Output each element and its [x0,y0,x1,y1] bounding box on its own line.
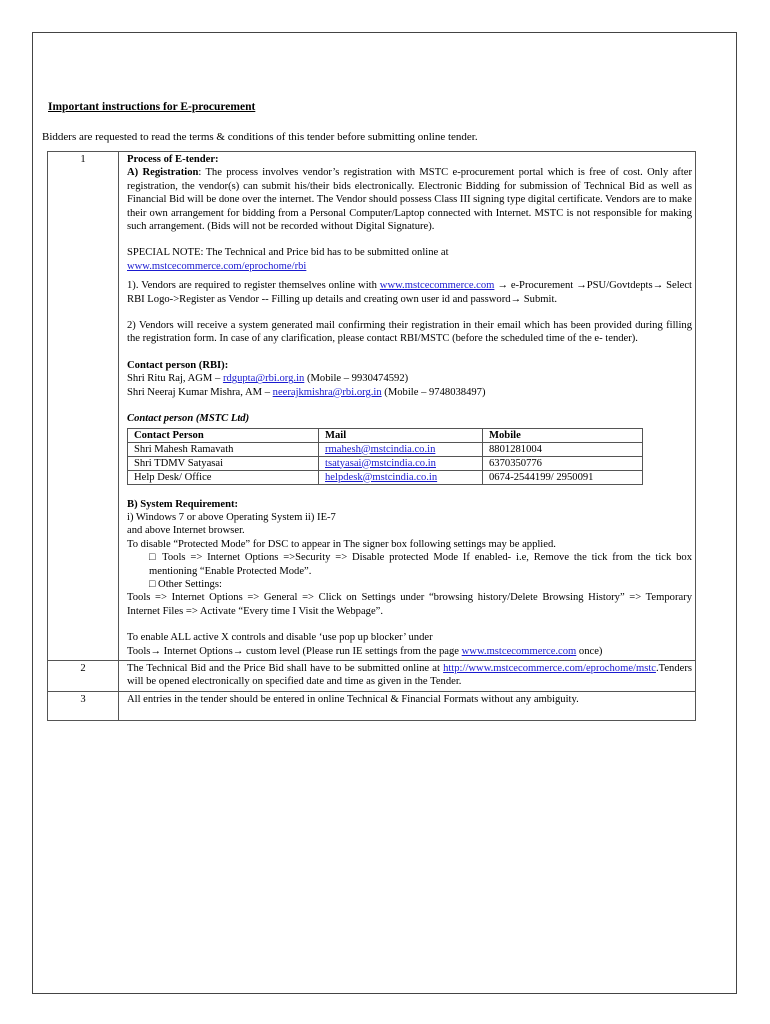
system-requirement-line: To disable “Protected Mode” for DSC to appear in The signer box following settings may be applied. [127,538,556,550]
ie-settings-link[interactable]: www.mstcecommerce.com [461,645,577,657]
contact-mobile: 0674-2544199/ 2950091 [483,470,643,484]
submission-text-b: .Tenders will be opened electronically on specified date and time as given in the Tender. [127,662,692,688]
table-row [128,442,643,456]
contact-mstc-title: Contact person (MSTC Ltd) [127,413,250,425]
special-note-text: SPECIAL NOTE: The Technical and Price bid has to be submitted online at [127,247,449,259]
ie-settings-text-end: once) [576,645,603,657]
column-header: Mobile [483,428,643,442]
contact-rbi-title: Contact person (RBI): [127,359,229,371]
row-content [119,152,696,661]
system-requirement-line: and above Internet browser. [127,525,245,537]
rbi-contact-2 [127,386,692,399]
rbi-contact-1-mobile: (Mobile – 9930474592) [304,373,409,385]
system-requirement-title: B) System Requirement: [127,498,239,510]
system-requirement-line: □ Other Settings: [149,578,222,590]
contact-mobile: 6370350776 [483,456,643,470]
system-requirement-line: To enable ALL active X controls and disable ‘use pop up blocker’ under [127,632,433,644]
submission-link[interactable]: http://www.mstcecommerce.com/eprochome/mstc [443,662,656,674]
table-row [128,470,643,484]
row-number: 3 [48,691,119,720]
step-1-text-a: 1). Vendors are required to register themselves online with [127,280,380,292]
rbi-contact-2-name: Shri Neeraj Kumar Mishra, AM – [127,386,273,398]
system-requirement-line [127,645,692,658]
system-requirement-line: i) Windows 7 or above Operating System ii) IE-7 [127,511,336,523]
contact-email[interactable]: tsatyasai@mstcindia.co.in [325,457,436,469]
intro-text: Bidders are requested to read the terms & conditions of this tender before submitting online tender. [42,131,478,143]
table-row [48,152,696,661]
instructions-table [47,151,696,721]
step-1-link[interactable]: www.mstcecommerce.com [379,280,495,292]
registration-text: : The process involves vendor’s registration with MSTC e-procurement portal which is free of cost. Only after registration, the vendor(s) can submit his/their bids electronically. Electronic Bidding for submission of Technical Bid as well as Financial Bid will be done over the internet. The Vendor should possess Class III signing type digital certificate. Vendors are to make their own arrangement for bidding from a Personal Computer/Laptop connected with Internet. MSTC is not responsible for making such arrangement. (Bids will not be recorded without Digital Signature). [127,167,692,233]
ie-settings-text: Tools→ Internet Options→ custom level (Please run IE settings from the page [127,645,462,657]
step-1 [127,279,692,306]
contact-person: Shri TDMV Satyasai [128,456,319,470]
contact-person: Shri Mahesh Ramavath [128,442,319,456]
submission-paragraph [127,662,692,689]
registration-label: A) Registration [127,167,199,179]
rbi-contact-1-email[interactable]: rdgupta@rbi.org.in [222,373,305,385]
table-row [48,691,696,720]
column-header: Contact Person [128,428,319,442]
row-content [119,691,696,720]
entries-paragraph: All entries in the tender should be entered in online Technical & Financial Formats without any ambiguity. [127,693,579,705]
step-2: 2) Vendors will receive a system generated mail confirming their registration in their email which has been provided during filling the registration form. In case of any clarification, please contact RBI/MSTC (before the scheduled time of the e- tender). [127,320,692,345]
submission-text-a: The Technical Bid and the Price Bid shall have to be submitted online at [127,662,444,674]
table-header-row [128,428,643,442]
system-requirement-line: □ Tools => Internet Options =>Security => Disable protected Mode If enabled- i.e, Remove the tick from the tick box mentioning “Enable Protected Mode”. [149,552,692,577]
contact-person: Help Desk/ Office [128,470,319,484]
special-note-link[interactable]: www.mstcecommerce.com/eprochome/rbi [127,260,307,272]
rbi-contact-1-name: Shri Ritu Raj, AGM – [127,373,223,385]
step-1-text-b: → e-Procurement →PSU/Govtdepts→ Select RBI Logo->Register as Vendor -- Filling up details and creating own user id and password→ Submit. [127,280,693,305]
system-requirement-line: Tools => Internet Options => General => Click on Settings under “browsing history/Delete Browsing History” => Temporary Internet Files => Activate “Every time I Visit the Webpage”. [127,592,692,617]
row-number: 2 [48,660,119,691]
rbi-contact-2-email[interactable]: neerajkmishra@rbi.org.in [272,386,382,398]
rbi-contact-2-mobile: (Mobile – 9748038497) [381,386,486,398]
table-row [48,660,696,691]
rbi-contact-1 [127,372,692,385]
special-note [127,246,692,273]
page-heading: Important instructions for E-procurement [48,101,256,113]
table-row [128,456,643,470]
mstc-contact-table [127,428,643,485]
column-header: Mail [319,428,483,442]
row-number: 1 [48,152,119,661]
registration-paragraph [127,166,692,233]
contact-email[interactable]: helpdesk@mstcindia.co.in [325,471,438,483]
row-content [119,660,696,691]
process-title: Process of E-tender: [127,154,219,165]
contact-mobile: 8801281004 [483,442,643,456]
contact-email[interactable]: rmahesh@mstcindia.co.in [325,443,436,455]
